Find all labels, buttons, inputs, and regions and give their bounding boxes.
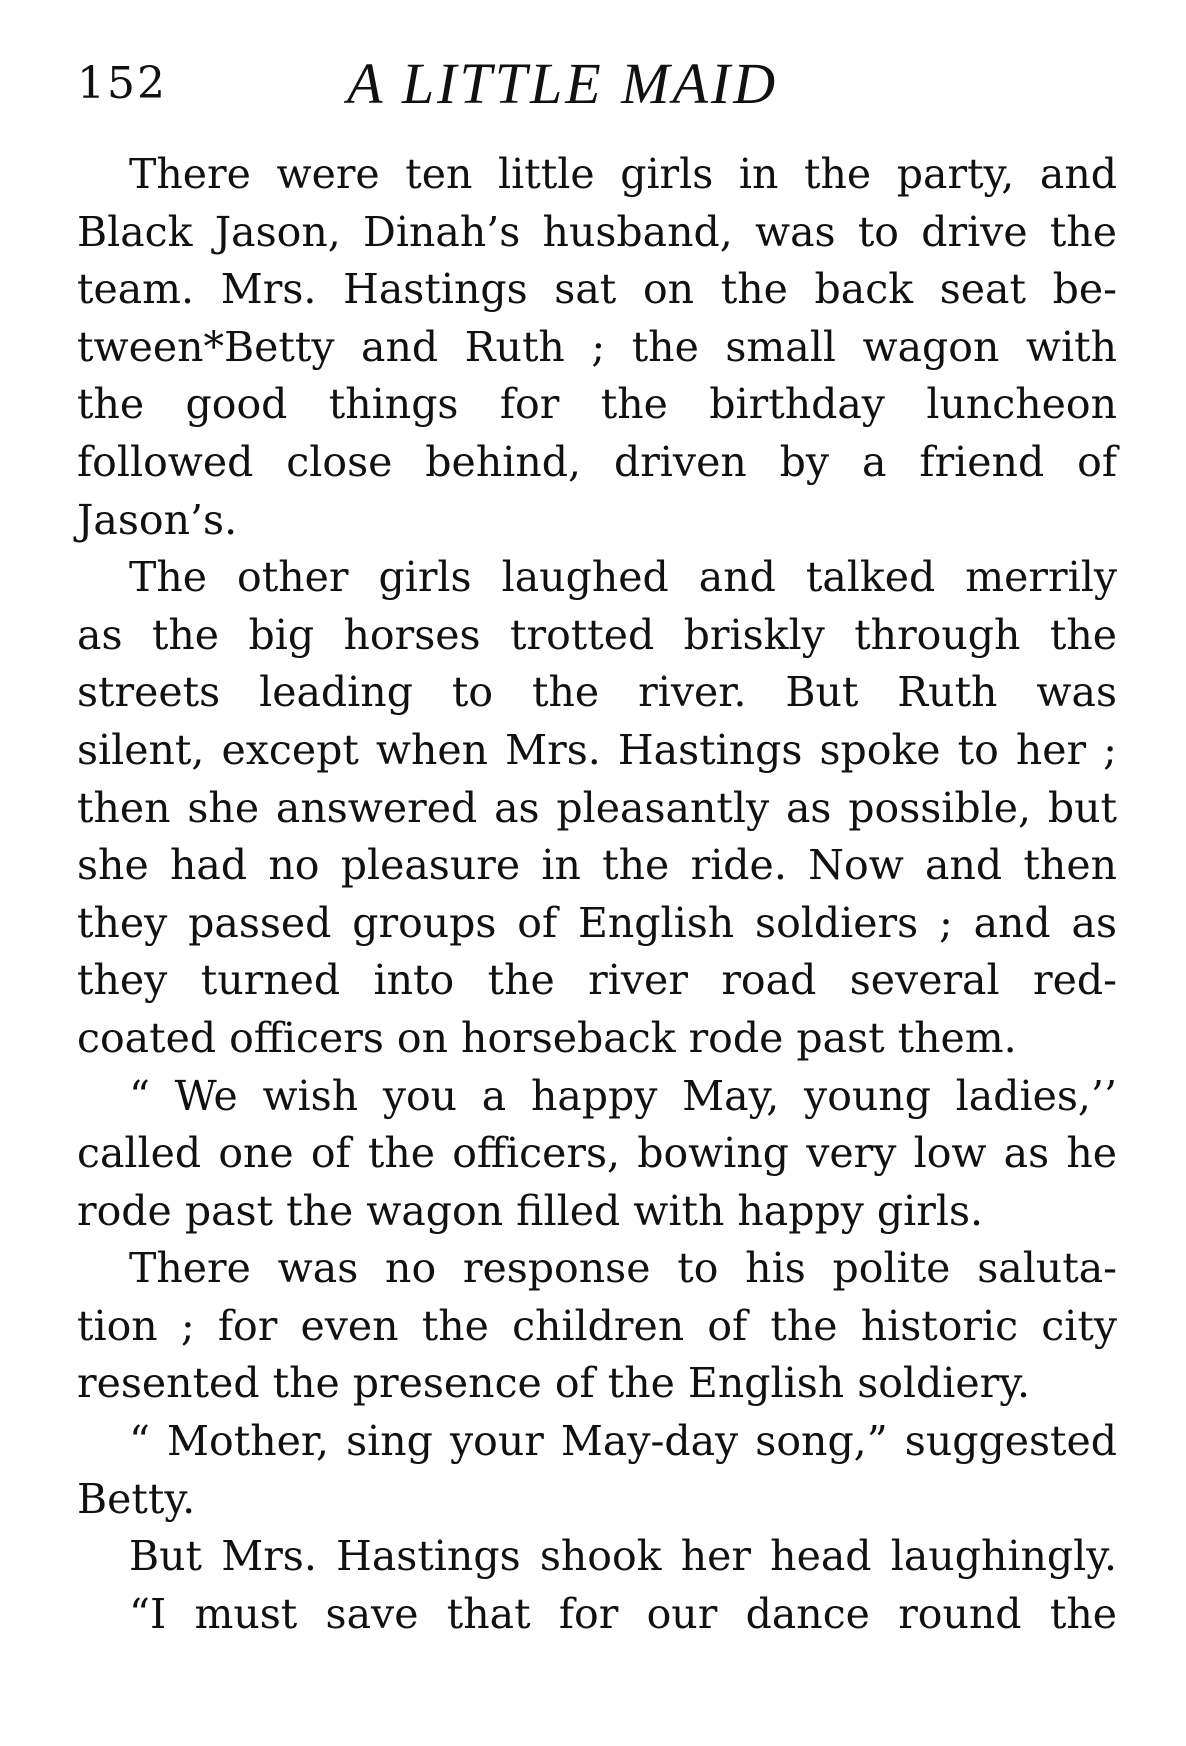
text-line: they passed groups of English soldiers ; and as xyxy=(77,898,1117,947)
text-line: silent, except when Mrs. Hastings spoke to her ; xyxy=(77,725,1117,774)
text-line: they turned into the river road several red- xyxy=(77,956,1117,1005)
text-line: then she answered as pleasantly as possible, but xyxy=(77,783,1117,832)
text-line: “ Mother, sing your May-day song,” suggested xyxy=(129,1417,1117,1466)
text-line: called one of the officers, bowing very low as he xyxy=(77,1129,1117,1178)
running-title: A LITTLE MAID xyxy=(347,51,779,116)
page-header xyxy=(77,50,1117,120)
page-number: 152 xyxy=(77,58,167,109)
text-line: The other girls laughed and talked merrily xyxy=(129,553,1117,602)
text-line: streets leading to the river. But Ruth was xyxy=(77,668,1117,717)
text-line: coated officers on horseback rode past them. xyxy=(77,1013,1017,1062)
text-line: “ We wish you a happy May, young ladies,’’ xyxy=(129,1071,1117,1120)
text-line: team. Mrs. Hastings sat on the back seat be- xyxy=(77,265,1117,314)
text-line: resented the presence of the English soldiery. xyxy=(77,1359,1031,1408)
text-line: There were ten little girls in the party, and xyxy=(129,150,1117,198)
text-line: Jason’s. xyxy=(77,495,238,544)
text-line: Betty. xyxy=(77,1474,196,1523)
text-line: as the big horses trotted briskly through the xyxy=(77,610,1117,659)
text-line: tion ; for even the children of the historic city xyxy=(77,1301,1117,1350)
text-line: tween*Betty and Ruth ; the small wagon with xyxy=(77,322,1117,371)
body-text xyxy=(77,146,1117,1643)
text-line: she had no pleasure in the ride. Now and then xyxy=(77,841,1117,890)
text-line: rode past the wagon filled with happy girls. xyxy=(77,1186,984,1235)
text-line: the good things for the birthday luncheon xyxy=(77,380,1117,429)
text-line: “I must save that for our dance round the xyxy=(129,1589,1117,1638)
text-line: Black Jason, Dinah’s husband, was to drive the xyxy=(77,207,1117,256)
text-line: followed close behind, driven by a friend of xyxy=(77,437,1117,486)
text-line: There was no response to his polite saluta- xyxy=(129,1244,1117,1293)
text-line: But Mrs. Hastings shook her head laughingly. xyxy=(129,1532,1117,1581)
